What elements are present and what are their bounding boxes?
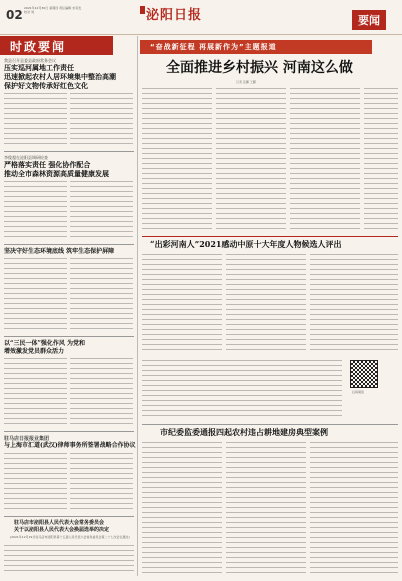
- article4-headline-2[interactable]: 增效激发党员群众活力: [4, 348, 65, 355]
- article5-kicker: 驻马店日报报业集团: [4, 436, 50, 442]
- notice-title-1[interactable]: 驻马店市泌阳县人民代表大会常务委员会: [14, 520, 105, 526]
- section-flag-title: 时政要闻: [10, 40, 67, 54]
- article1-headline-2[interactable]: 迅速掀起农村人居环境集中整治高潮: [4, 72, 116, 81]
- article5-body-col1: [4, 453, 67, 513]
- article4-headline-1[interactable]: 以“三民一体”强化作风 为党和: [4, 340, 85, 347]
- article2-headline-1[interactable]: 严格落实责任 强化协作配合: [4, 160, 91, 169]
- article1-headline-3[interactable]: 保护好文物传承好红色文化: [4, 81, 88, 90]
- article5-body-col2: [70, 453, 133, 513]
- mid-body-col2: [226, 254, 306, 354]
- article1-body-col2: [70, 93, 133, 148]
- notice-subtitle: (2021年12月29日驻马店市泌阳县第十五届人民代表大会常务委员会第二十七次会议通过): [10, 535, 130, 539]
- page-number: 02: [6, 8, 23, 22]
- notice-body: [4, 545, 134, 575]
- article3-body-col1: [4, 258, 67, 333]
- section-label: 要闻: [352, 10, 386, 30]
- bottom-article-headline[interactable]: 市纪委监委通报四起农村违占耕地建房典型案例: [160, 427, 328, 437]
- feature-title[interactable]: 全面推进乡村振兴 河南这么做: [166, 60, 353, 76]
- divider: [142, 424, 398, 425]
- qr-label: 扫码阅读: [352, 390, 365, 394]
- logo-icon: [140, 6, 145, 14]
- article3-headline[interactable]: 坚决守好生态环境底线 筑牢生态保护屏障: [4, 248, 115, 255]
- newspaper-logo: 泌阳日报: [146, 8, 203, 23]
- divider: [4, 151, 134, 152]
- divider: [4, 431, 134, 432]
- article1-headline-1[interactable]: 压实巡河属地工作责任: [4, 63, 74, 72]
- article2-headline-2[interactable]: 推动全市森林资源高质量健康发展: [4, 169, 109, 178]
- article1-kicker: 我县召开县委县政府常务会议: [4, 58, 56, 63]
- divider: [142, 236, 398, 237]
- article2-body-col2: [70, 181, 133, 241]
- article3-body-col2: [70, 258, 133, 333]
- feature-body-col3: [290, 88, 360, 233]
- feature-body-col2: [216, 88, 286, 233]
- mid-body-col1: [142, 254, 222, 354]
- qr-code-icon[interactable]: [350, 360, 378, 388]
- article2-body-col1: [4, 181, 67, 241]
- divider: [4, 244, 134, 245]
- issue-info: 2021年12月30日 星期四 责任编辑 求有发 校对 刘: [24, 6, 82, 14]
- article1-body-col1: [4, 93, 67, 148]
- candidate-list: [142, 360, 342, 420]
- article4-body-col2: [70, 358, 133, 428]
- bottom-body-col3: [310, 442, 398, 575]
- article2-kicker: 李俊超在泌阳县调研检查: [4, 155, 48, 160]
- feature-body-col1: [142, 88, 212, 233]
- column-divider: [137, 36, 138, 576]
- bottom-body-col2: [226, 442, 306, 575]
- mid-body-col3: [310, 254, 398, 354]
- mid-article-headline[interactable]: “出彩河南人”2021感动中原十大年度人物候选人评出: [150, 239, 342, 249]
- divider: [4, 516, 134, 517]
- feature-body-col4: [364, 88, 398, 233]
- bottom-body-col1: [142, 442, 222, 575]
- feature-byline: 记者 张鹏 王鹏: [236, 80, 256, 84]
- divider: [4, 336, 134, 337]
- article4-body-col1: [4, 358, 67, 428]
- theme-banner-text: “奋战新征程 再展新作为”主题报道: [150, 43, 277, 51]
- article5-headline[interactable]: 与上海市汇道(武汉)律师事务所签署战略合作协议: [4, 442, 136, 449]
- notice-title-2[interactable]: 关于以泌阳县人民代表大会换届选举的决定: [14, 527, 110, 533]
